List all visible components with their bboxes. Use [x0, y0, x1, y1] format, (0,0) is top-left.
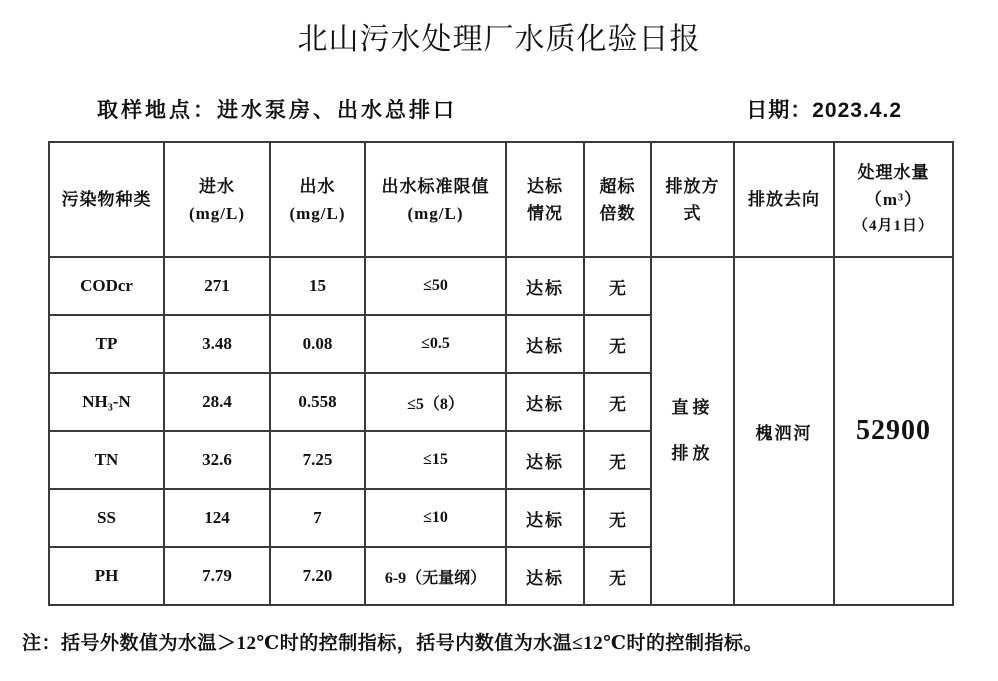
footnote: 注：括号外数值为水温＞12℃时的控制指标，括号内数值为水温≤12℃时的控制指标。: [22, 633, 763, 654]
limit-value: ≤15: [365, 431, 506, 489]
inflow-value: 271: [164, 257, 270, 315]
outflow-value: 7.25: [270, 431, 365, 489]
exceed-multiple: 无: [584, 547, 651, 605]
exceed-multiple: 无: [584, 431, 651, 489]
col-header-outflow: 出水 (mg/L): [270, 142, 365, 257]
col-header-limit: 出水标准限值 (mg/L): [365, 142, 506, 257]
limit-value: ≤5（8）: [365, 373, 506, 431]
inflow-value: 124: [164, 489, 270, 547]
outflow-value: 7: [270, 489, 365, 547]
outflow-value: 7.20: [270, 547, 365, 605]
discharge-method-cell: 直接 排放: [651, 257, 734, 605]
pollutant-name: TP: [49, 315, 164, 373]
meta-row: [97, 94, 902, 124]
inflow-value: 32.6: [164, 431, 270, 489]
pollutant-name: CODcr: [49, 257, 164, 315]
pollutant-name: SS: [49, 489, 164, 547]
report-date: 日期：2023.4.2: [746, 99, 902, 122]
compliance-status: 达标: [506, 373, 584, 431]
pollutant-name: NH₃-N: [49, 373, 164, 431]
compliance-status: 达标: [506, 431, 584, 489]
inflow-value: 3.48: [164, 315, 270, 373]
col-header-exceed: 超标 倍数: [584, 142, 651, 257]
col-header-treated-volume: 处理水量 （m³） （4月1日）: [834, 142, 953, 257]
sampling-location: 取样地点：进水泵房、出水总排口: [97, 99, 457, 122]
water-quality-table: [48, 141, 954, 606]
outflow-value: 15: [270, 257, 365, 315]
page-title: 北山污水处理厂水质化验日报: [297, 23, 701, 56]
exceed-multiple: 无: [584, 315, 651, 373]
col-header-inflow: 进水 (mg/L): [164, 142, 270, 257]
discharge-destination-cell: 槐泗河: [734, 257, 834, 605]
exceed-multiple: 无: [584, 373, 651, 431]
inflow-value: 7.79: [164, 547, 270, 605]
limit-value: ≤10: [365, 489, 506, 547]
treated-water-volume-cell: 52900: [834, 257, 953, 605]
col-header-discharge-destination: 排放去向: [734, 142, 834, 257]
col-header-compliance: 达标 情况: [506, 142, 584, 257]
compliance-status: 达标: [506, 489, 584, 547]
outflow-value: 0.558: [270, 373, 365, 431]
header-row: [49, 142, 953, 257]
col-header-pollutant: 污染物种类: [49, 142, 164, 257]
limit-value: 6-9（无量纲）: [365, 547, 506, 605]
table-row-codcr: [49, 257, 953, 315]
exceed-multiple: 无: [584, 489, 651, 547]
limit-value: ≤0.5: [365, 315, 506, 373]
compliance-status: 达标: [506, 257, 584, 315]
pollutant-name: PH: [49, 547, 164, 605]
pollutant-name: TN: [49, 431, 164, 489]
inflow-value: 28.4: [164, 373, 270, 431]
col-header-discharge-method: 排放方 式: [651, 142, 734, 257]
compliance-status: 达标: [506, 547, 584, 605]
outflow-value: 0.08: [270, 315, 365, 373]
compliance-status: 达标: [506, 315, 584, 373]
limit-value: ≤50: [365, 257, 506, 315]
exceed-multiple: 无: [584, 257, 651, 315]
